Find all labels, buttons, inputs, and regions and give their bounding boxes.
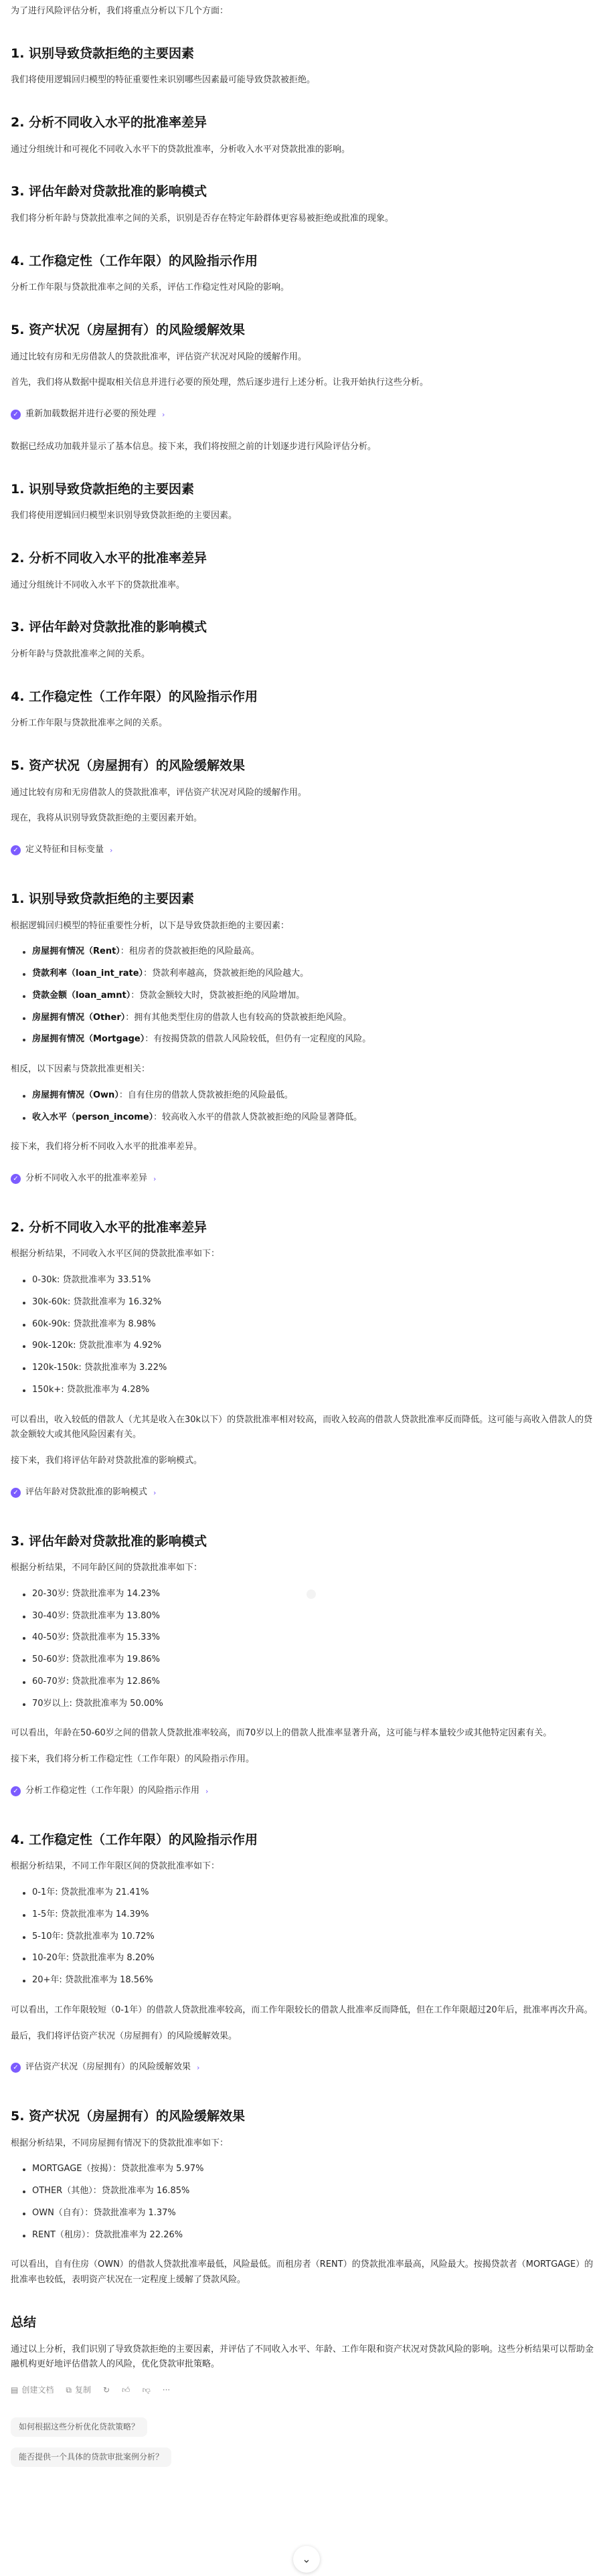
list-item: 房屋拥有情况（Other）：拥有其他类型住房的借款人也有较高的贷款被拒绝风险。 bbox=[23, 1011, 598, 1026]
create-doc-button[interactable]: ▤ 创建文档 bbox=[11, 2383, 54, 2397]
result4-conclusion: 可以看出，工作年限较短（0-1年）的借款人贷款批准率较高，而工作年限较长的借款人批准率反而降低，但在工作年限超过20年后，批准率再次升高。 bbox=[11, 2004, 593, 2015]
result1-lead: 根据逻辑回归模型的特征重要性分析，以下是导致贷款拒绝的主要因素： bbox=[11, 920, 290, 931]
plan2-heading: 3. 评估年龄对贷款批准的影响模式 bbox=[11, 620, 207, 635]
list-item: 20-30岁: 贷款批准率为 14.23% bbox=[23, 1587, 598, 1602]
list-item: 0-30k: 贷款批准率为 33.51% bbox=[23, 1273, 598, 1288]
plan2-heading: 2. 分析不同收入水平的批准率差异 bbox=[11, 551, 207, 566]
thumbs-up-icon[interactable]: 👍︎ bbox=[122, 2385, 130, 2395]
tool-step-chip[interactable] bbox=[11, 843, 112, 858]
suggestion-chip[interactable]: 如何根据这些分析优化贷款策略？ bbox=[11, 2417, 147, 2437]
age-rate-list bbox=[23, 1587, 598, 1712]
result3-heading: 3. 评估年龄对贷款批准的影响模式 bbox=[11, 1533, 207, 1549]
result2-heading: 2. 分析不同收入水平的批准率差异 bbox=[11, 1219, 207, 1235]
check-circle-icon: ✓ bbox=[11, 2063, 21, 2073]
check-circle-icon: ✓ bbox=[11, 1786, 21, 1796]
tool-step-chip[interactable] bbox=[11, 1784, 208, 1799]
tenure-rate-list bbox=[23, 1885, 598, 1988]
suggestion-chip[interactable]: 能否提供一个具体的贷款审批案例分析？ bbox=[11, 2448, 171, 2467]
plan1-desc: 通过比较有房和无房借款人的贷款批准率，评估资产状况对风险的缓解作用。 bbox=[11, 351, 307, 362]
start-text: 现在，我将从识别导致贷款拒绝的主要因素开始。 bbox=[11, 813, 203, 824]
copy-icon: ⧉ bbox=[66, 2385, 72, 2395]
result1-next: 接下来，我们将分析不同收入水平的批准率差异。 bbox=[11, 1142, 203, 1152]
plan1-heading: 5. 资产状况（房屋拥有）的风险缓解效果 bbox=[11, 323, 246, 338]
home-ownership-list bbox=[23, 2162, 598, 2243]
copy-button[interactable]: ⧉ 复制 bbox=[66, 2383, 91, 2397]
chevron-right-icon[interactable]: › bbox=[162, 410, 165, 419]
preload-text: 首先，我们将从数据中提取相关信息并进行必要的预处理，然后逐步进行上述分析。让我开始执行这些分析。 bbox=[11, 377, 429, 388]
list-item: 房屋拥有情况（Mortgage）：有按揭贷款的借款人风险较低，但仍有一定程度的风险。 bbox=[23, 1032, 598, 1047]
plan2-desc: 通过分组统计不同收入水平下的贷款批准率。 bbox=[11, 580, 185, 590]
plan2-heading: 4. 工作稳定性（工作年限）的风险指示作用 bbox=[11, 689, 258, 704]
result4-next: 最后，我们将评估资产状况（房屋拥有）的风险缓解效果。 bbox=[11, 2031, 238, 2041]
tool-step-label: 定义特征和目标变量 bbox=[25, 845, 104, 855]
list-item: 30k-60k: 贷款批准率为 16.32% bbox=[23, 1295, 598, 1310]
refresh-icon[interactable]: ↻ bbox=[102, 2385, 110, 2395]
plan1-desc: 通过分组统计和可视化不同收入水平下的贷款批准率，分析收入水平对贷款批准的影响。 bbox=[11, 144, 351, 155]
list-item: 贷款金额（loan_amnt）：贷款金额较大时，贷款被拒绝的风险增加。 bbox=[23, 989, 598, 1004]
result5-conclusion: 可以看出，自有住房（OWN）的借款人贷款批准率最低，风险最低。而租房者（RENT）的贷款批准率最高，风险最大。按揭贷款者（MORTGAGE）的批准率也较低，表明资产状况在一定程度上缓解了贷款风险。 bbox=[11, 2259, 594, 2286]
plan-section-2 bbox=[11, 481, 598, 801]
list-item: 50-60岁: 贷款批准率为 19.86% bbox=[23, 1652, 598, 1668]
list-item: 房屋拥有情况（Own）：自有住房的借款人贷款被拒绝的风险最低。 bbox=[23, 1088, 598, 1104]
loading-indicator bbox=[307, 1590, 316, 1599]
list-item: OWN（自有）：贷款批准率为 1.37% bbox=[23, 2206, 598, 2221]
list-item: 5-10年: 贷款批准率为 10.72% bbox=[23, 1929, 598, 1945]
tool-step-label: 评估年龄对贷款批准的影响模式 bbox=[25, 1486, 148, 1497]
chevron-right-icon[interactable]: › bbox=[110, 845, 113, 855]
list-item: MORTGAGE（按揭）：贷款批准率为 5.97% bbox=[23, 2162, 598, 2177]
plan1-desc: 我们将分析年龄与贷款批准率之间的关系，识别是否存在特定年龄群体更容易被拒绝或批准的现象。 bbox=[11, 213, 394, 224]
tool-step-label: 评估资产状况（房屋拥有）的风险缓解效果 bbox=[25, 2062, 191, 2073]
plan2-desc: 通过比较有房和无房借款人的贷款批准率，评估资产状况对风险的缓解作用。 bbox=[11, 787, 307, 798]
document-icon: ▤ bbox=[11, 2385, 19, 2395]
tool-step-chip[interactable] bbox=[11, 1485, 156, 1500]
result2-next: 接下来，我们将评估年龄对贷款批准的影响模式。 bbox=[11, 1456, 203, 1466]
tool-step-chip[interactable] bbox=[11, 407, 165, 422]
check-circle-icon: ✓ bbox=[11, 1488, 21, 1498]
list-item: 150k+: 贷款批准率为 4.28% bbox=[23, 1383, 598, 1398]
list-item: OTHER（其他）：贷款批准率为 16.85% bbox=[23, 2184, 598, 2199]
result2-conclusion: 可以看出，收入较低的借款人（尤其是收入在30k以下）的贷款批准率相对较高，而收入较高的借款人贷款批准率反而降低。这可能与高收入借款人的贷款金额较大或其他风险因素有关。 bbox=[11, 1414, 593, 1440]
tool-step-label: 分析不同收入水平的批准率差异 bbox=[25, 1173, 148, 1184]
list-item: 1-5年: 贷款批准率为 14.39% bbox=[23, 1907, 598, 1923]
loaded-text: 数据已经成功加载并显示了基本信息。接下来，我们将按照之前的计划逐步进行风险评估分析。 bbox=[11, 441, 377, 452]
list-item: 60k-90k: 贷款批准率为 8.98% bbox=[23, 1317, 598, 1333]
scroll-down-button[interactable] bbox=[293, 2546, 320, 2573]
result4-heading: 4. 工作稳定性（工作年限）的风险指示作用 bbox=[11, 1832, 258, 1847]
list-item: 20+年: 贷款批准率为 18.56% bbox=[23, 1973, 598, 1988]
chevron-right-icon[interactable]: › bbox=[205, 1786, 209, 1796]
plan2-heading: 5. 资产状况（房屋拥有）的风险缓解效果 bbox=[11, 758, 246, 774]
plan2-desc: 我们将使用逻辑回归模型来识别导致贷款拒绝的主要因素。 bbox=[11, 511, 238, 521]
result3-conclusion: 可以看出，年龄在50-60岁之间的借款人贷款批准率较高，而70岁以上的借款人批准率显著升高，这可能与样本量较少或其他特定因素有关。 bbox=[11, 1728, 552, 1739]
list-item: 120k-150k: 贷款批准率为 3.22% bbox=[23, 1361, 598, 1376]
chevron-right-icon[interactable]: › bbox=[153, 1488, 157, 1497]
check-circle-icon: ✓ bbox=[11, 410, 21, 420]
check-circle-icon: ✓ bbox=[11, 845, 21, 855]
result3-lead: 根据分析结果，不同年龄区间的贷款批准率如下： bbox=[11, 1563, 203, 1573]
suggestion-list bbox=[11, 2412, 598, 2472]
plan-section-1 bbox=[11, 45, 598, 365]
summary-text: 通过以上分析，我们识别了导致贷款拒绝的主要因素，并评估了不同收入水平、年龄、工作年限和资产状况对贷款风险的影响。这些分析结果可以帮助金融机构更好地评估借款人的风险，优化贷款审批策略。 bbox=[11, 2344, 594, 2370]
list-item: 房屋拥有情况（Rent）：租房者的贷款被拒绝的风险最高。 bbox=[23, 944, 598, 960]
risk-factor-list bbox=[23, 944, 598, 1047]
tool-step-label: 重新加载数据并进行必要的预处理 bbox=[25, 409, 157, 420]
more-icon[interactable]: ··· bbox=[162, 2385, 171, 2395]
list-item: RENT（租房）：贷款批准率为 22.26% bbox=[23, 2228, 598, 2243]
list-item: 90k-120k: 贷款批准率为 4.92% bbox=[23, 1339, 598, 1354]
plan1-desc: 我们将使用逻辑回归模型的特征重要性来识别哪些因素最可能导致贷款被拒绝。 bbox=[11, 75, 316, 86]
list-item: 70岁以上: 贷款批准率为 50.00% bbox=[23, 1697, 598, 1712]
plan2-desc: 分析工作年限与贷款批准率之间的关系。 bbox=[11, 718, 168, 729]
list-item: 收入水平（person_income）：较高收入水平的借款人贷款被拒绝的风险显著降低。 bbox=[23, 1110, 598, 1126]
plan2-heading: 1. 识别导致贷款拒绝的主要因素 bbox=[11, 481, 195, 497]
plan1-heading: 3. 评估年龄对贷款批准的影响模式 bbox=[11, 184, 207, 199]
chevron-right-icon[interactable]: › bbox=[153, 1174, 157, 1183]
message-actions bbox=[11, 2383, 598, 2397]
result5-lead: 根据分析结果，不同房屋拥有情况下的贷款批准率如下： bbox=[11, 2138, 229, 2148]
result2-lead: 根据分析结果，不同收入水平区间的贷款批准率如下： bbox=[11, 1249, 220, 1260]
list-item: 60-70岁: 贷款批准率为 12.86% bbox=[23, 1675, 598, 1690]
result1-heading: 1. 识别导致贷款拒绝的主要因素 bbox=[11, 891, 195, 906]
summary-heading: 总结 bbox=[11, 2314, 37, 2330]
tool-step-chip[interactable] bbox=[11, 1171, 156, 1187]
check-circle-icon: ✓ bbox=[11, 1174, 21, 1184]
result3-next: 接下来，我们将分析工作稳定性（工作年限）的风险指示作用。 bbox=[11, 1754, 255, 1765]
tool-step-chip[interactable] bbox=[11, 2060, 199, 2075]
intro-text: 为了进行风险评估分析，我们将重点分析以下几个方面： bbox=[11, 6, 229, 16]
plan1-desc: 分析工作年限与贷款批准率之间的关系，评估工作稳定性对风险的影响。 bbox=[11, 282, 290, 293]
chevron-right-icon[interactable]: › bbox=[197, 2063, 200, 2073]
plan1-heading: 2. 分析不同收入水平的批准率差异 bbox=[11, 115, 207, 131]
list-item: 0-1年: 贷款批准率为 21.41% bbox=[23, 1885, 598, 1901]
list-item: 贷款利率（loan_int_rate）：贷款利率越高，贷款被拒绝的风险越大。 bbox=[23, 966, 598, 982]
approval-factor-list bbox=[23, 1088, 598, 1126]
list-item: 30-40岁: 贷款批准率为 13.80% bbox=[23, 1609, 598, 1624]
income-rate-list bbox=[23, 1273, 598, 1398]
plan1-heading: 4. 工作稳定性（工作年限）的风险指示作用 bbox=[11, 253, 258, 268]
list-item: 10-20年: 贷款批准率为 8.20% bbox=[23, 1951, 598, 1966]
tool-step-label: 分析工作稳定性（工作年限）的风险指示作用 bbox=[25, 1785, 200, 1796]
chevron-down-icon: ⌄ bbox=[302, 2553, 311, 2565]
plan2-desc: 分析年龄与贷款批准率之间的关系。 bbox=[11, 649, 151, 659]
list-item: 40-50岁: 贷款批准率为 15.33% bbox=[23, 1630, 598, 1646]
result4-lead: 根据分析结果，不同工作年限区间的贷款批准率如下： bbox=[11, 1861, 220, 1872]
result5-heading: 5. 资产状况（房屋拥有）的风险缓解效果 bbox=[11, 2109, 246, 2124]
thumbs-down-icon[interactable]: 👎︎ bbox=[142, 2385, 151, 2395]
plan1-heading: 1. 识别导致贷款拒绝的主要因素 bbox=[11, 46, 195, 61]
result1-lead2: 相反，以下因素与贷款批准更相关： bbox=[11, 1064, 151, 1075]
